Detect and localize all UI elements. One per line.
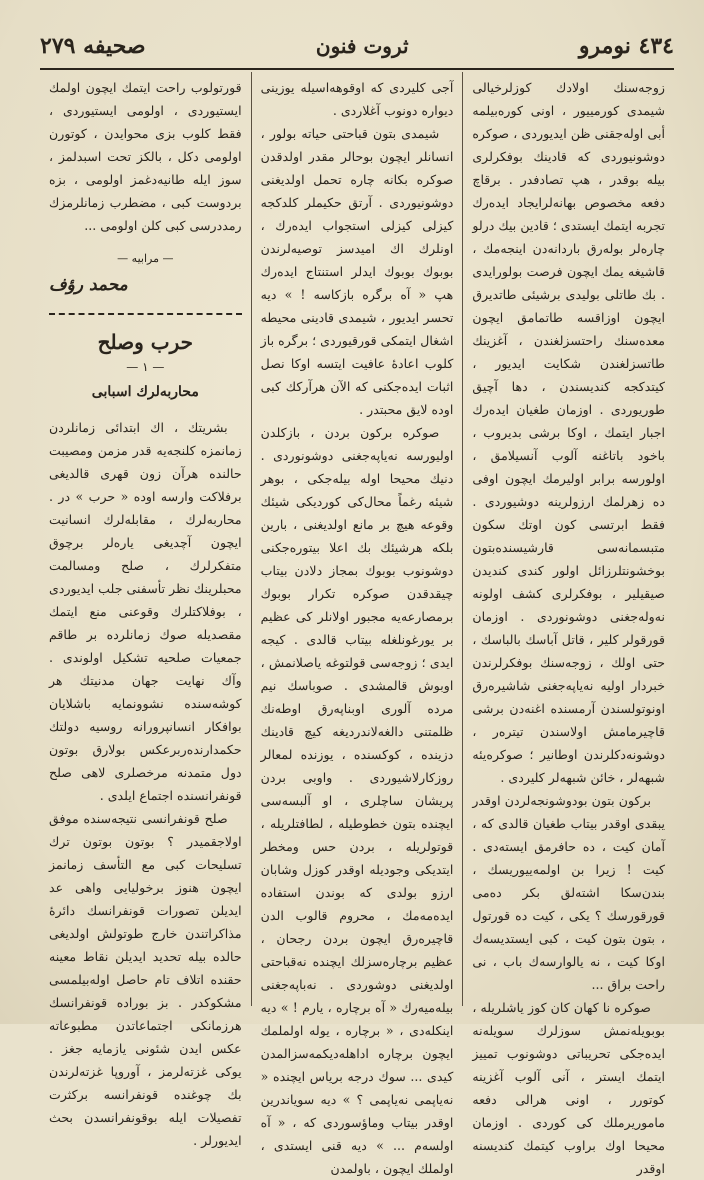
paragraph: آجى كليردى كه اوقوهه‌اسيله يوزينى ديواره دونوب آغلاردى . xyxy=(260,80,454,118)
paragraph: صوكره بركون بردن ، بازكلدن اوليورسه نه‌ياپه‌جغنى دوشونوردى . دنيك محيحا اوله بيله‌جكى ، بوهر شيئه رغماً محال‌كى كورديكى شيئك وقوعه هيچ بر مانع اولديغنى ، بارين بلكه هرشيئك بك اعلا بيتوره‌جكنى دوشونوب بوبوك بمجاز دلادن بيتاب چيقدقدن صوكره تكرار بوبوك برمصارعه‌يه مجبور اولانلر كى عظيم بر يورغونلغله بيتاب قالدى . كيجه ايدى ؛ زوجه‌سى قولتوغه ياصلانمش ، اوبوش قالمشدى . صوباسك نيم مرده آلورى اوبناپه‌رق اوطه‌نك ظلمتنى دالغه‌لاندرديغه كيچ قادينك دزينده ، كوكسنده ، يوزنده لمعالر روزكارلاشيوردى . واوبى بردن پريشان ساچلرى ، او آلبسه‌سى ايچنده بتون خطوطيله ، لطافتلريله ، قوتولريله ، بردن حس ومخطر ايتديكى وجوديله اوقدر كوزل وشابان ارزو بولدى كه بوندن استفاده ايده‌مه‌مك ، محروم قالوب الدن قاچيره‌رق ايچون بردن رجحان ، عظيم برچاره‌سزلك ايچنده نه‌قباحتى اولديغنى دوشوردى . نه‌باپه‌جغنى بيله‌ميه‌رك « آه برچاره ، يارم ! » ديه اينكله‌دى ، « برچاره ، يوله اولملمك ايچون برچاره‌ اداهله‌ديكمه‌سزالمدن كيدى ... سوك درجه برياس ايچنده « نه‌ياپمى نه‌ياپمى ؟ » ديه سوياندرين اوقدر بيتاب وماؤسوردى كه ، « آه اولسه‌م ... » ديه قنى ايستدى ، اولملك ايچون ، باولمدن xyxy=(260,425,454,1176)
section-divider xyxy=(49,313,242,315)
author-signature: محمد رؤف xyxy=(48,275,128,295)
paragraph: شيمدى بتون قباحتى حياته بولور ، انسانلر ايچون بوحالر مقدر اولدقدن صوكره بكانه چاره تحمل اولديغنى دوشونيوردى . آرتق حكيملر كلدكجه كيزلى كيزلى استجواب ايده‌رك ، اونلرك اك اميدسز توصيه‌لرندن بوبوك بوبوك ايدلر استنتاج ايده‌رك هپ « آه برگره بازكاسه ! » ديه تحسر ايديور ، شيمدى قادينى محيطه اشغال ايتمكى قورقيوردى ؛ برگره باز كلوب اعادۀ عافيت ايتسه اوكا نصل اثبات ايده‌جكنى كه الآن هرآركك كبى اوده لايق محبتدر . xyxy=(260,126,454,417)
section-number: — ١ — xyxy=(126,360,165,374)
column-middle xyxy=(252,72,464,1176)
columns xyxy=(40,72,674,1176)
page-number: صحیفه ٢٧٩ xyxy=(40,33,146,59)
issue-number: ٤٣٤ نومرو xyxy=(578,33,674,59)
paragraph: صوكره نا كهان كان كوز ياشلريله ، بوبويله‌نمش سوزلرك سويله‌نه ايده‌جكى تحريباتى دوشونوب تمييز ايتمك ايستر ، آنى آلوب آغزينه كوتورر ، اونى هرالى دفعه ماموريرملك كى كوردى . اوزمان محيحا اوك براوب كيتمك كنديسنه اوقدر xyxy=(472,1000,665,1176)
paragraph: بشريتك ، اك ابتدائى زمانلردن زمانمزه كلنجه‌يه قدر مزمن ومصيبت حالنده هرآن زون قهرى قالديغى برفلاكت وارسه اوده « حرب » در . محاربه‌لرك ، مقابله‌لرك انسانيت ايچون آچديغى يارەلر برچوق متفكرلرك ، صلح ومسالمت محبلرينك نظر تأسفنى جلب ايديوردى ، بوفلاكتلرك وقوعنى منع ايتمك مقصديله صوك زمانلرده بر طاقم جمعيات صلحيه تشكيل اولوندى . وآك نهايت جهان مدنيتك هر كوشه‌سنده نشوونمايه باشلايان بوافكار انسانپرورانه روسيه دولتك حكمدارنده‌ربرعكس بولارق بوتون دول متمدنه مرخصلرى لاهى صلح قونفرانسنده اجتماع ايلدى . xyxy=(48,420,242,803)
column-right xyxy=(463,72,674,1176)
journal-title: ثروت فنون xyxy=(315,34,409,58)
author-note: — مرابيه — xyxy=(117,252,174,265)
page-header xyxy=(40,26,674,66)
paragraph: زوجه‌سنك اولادك كوزلرخيالى شيمدى كورمیيور ، اونى كوره‌بيلمه‌ أبى اوله‌جقنى ظن ايديوردى ، صوكره دوشونيوردى كه قادينك بوفكرلرى بيله بوقدر ، هپ تصادفدر . برقاچ دفعه مخصوص بهانه‌لرايجاد ايده‌رك تجربه ايتمك ايستدى ؛ قادين بيك درلو چاره‌لر بوله‌رق باردانه‌دن اينجه‌مك ، قاشيغه يمك ايچون فرصت بولورايدى . بك طاتلى بوليدى برشيئى طاتديرق ايچون اوزاقسه طاتمامق ايچون معده‌سنك راحتسزلغندن ، آغزينك طاتسزلغندن شكايت ايديور ، كيتدكجه كنديسندن ، دها آچيق طوريوردى . اوزمان طغيان ايده‌رك اجبار ايتمك ، اوكا برشى بديروب ، باخود باتاغنه آلوب آنسيلامق ، اولورسه برابر اوليرمك ايچون اوفى ده زهرلمك ارزولرينه دوشيوردى . فقط ابرتسى كون اوتك سكون متبسمانه‌سى قارشيسنده‌بتون بوخشونتلرزائل اولور كندى كنديدن صيقيلير ، بوفكرلرى كشف اولونه‌ نه‌وله‌جغنى دوشونوردى . اوزمان قورقولر كلير ، قاتل آباسك بالباسك ، حتى اولك ، زوجه‌سنك بوفكرلرندن خبردار اوليه نه‌ياپه‌جغنى شاشيره‌رق اونوتولسندن آرمسنده اغنه‌دن برشى قاچيرمامش اولاسندن تيتره‌ر ، دوشونه‌دكلرندن اوطانير ؛ صوكره‌يئه شبهه‌لر ، خائن شبهه‌لر كليردى . xyxy=(472,80,665,785)
section-title: حرب وصلح xyxy=(97,330,193,354)
paragraph: بركون بتون بودوشونجه‌لردن اوقدر يبقدى اوقدر بيتاب طغيان قالدى كه ، آمان كيت ، ده‌ حافرمق ايسته‌دى . كيت ! زيرا بن اولمه‌ييوريسك ، بندن‌سكا اشته‌لق بكر ده‌مى قورقورسك ؟ يكى ، كيت ده قورتول ، بتون بتون كيت ، كبى ايستديسه‌ك اوكا كيت ، نه‌ يالوارسه‌ك باب ، نى راحت براق ... xyxy=(472,793,665,992)
column-left xyxy=(40,72,252,1148)
header-rule xyxy=(40,68,674,70)
paragraph: صلح قونفرانسى نتيجه‌سنده موفق اولاجقميدر ؟ بوتون بوتون ترك تسليحات كبى مع التأسف زمانمز ايچون هنوز برخوليايى واهى عد ايديلن تصورات قونفرانسك دائرۀ مذاكراتندن خارج طوتولش اولديغى حالده بيله تحديد ايديلن نقاط معينه حقنده اتلاف تام حاصل اوله‌بيلمسى مشكوكدر . بز بوراده قونفرانسك هرزمانكى اجتماعاتدن مطبوعاته عكس ايدن شئونى يازمايه جغز . يوكى غزته‌لرمز ، آوروپا غزته‌لرندن بك چوغنده قونفرانسه بركثرت تفصيلات ايله بوقونفرانسدن بحث ايديورلر . xyxy=(48,811,242,1148)
paragraph: قورتولوب راحت ايتمك ايچون اولمك ايستيوردى ، اولومى ايستيوردى ، فقط كلوب بزى محوايدن ، كوتورن اولومى دكل ، بالكز تحت اسبدلمز ، سوز ايله طانيه‌دغمز اولومى ، بزه بردوست كبى ، مضطرب زمانلرمزك رمددرسى كبى كلن اولومى ... xyxy=(48,80,242,233)
section-subtitle: محاربه‌لرك اسبابى xyxy=(91,384,199,400)
